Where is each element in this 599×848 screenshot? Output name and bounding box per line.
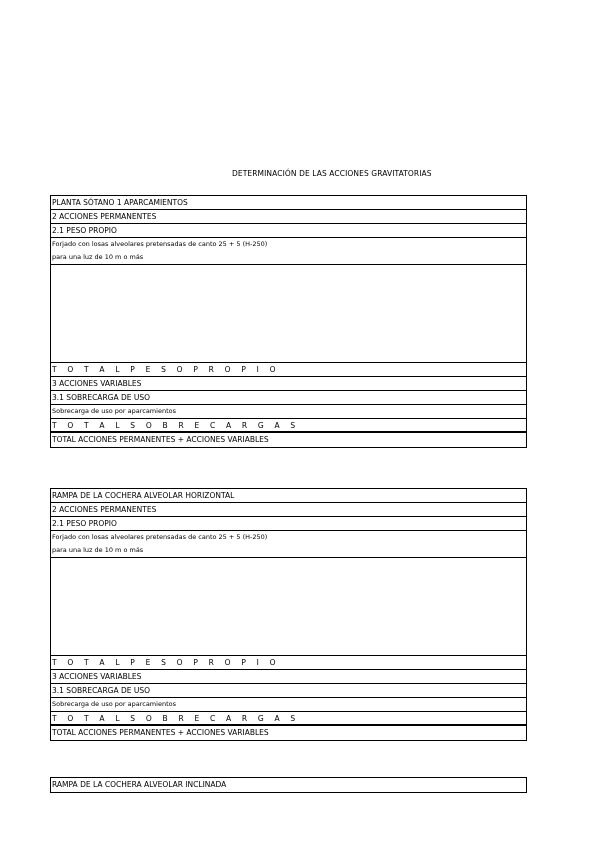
section-planta-sotano xyxy=(50,195,527,448)
forjado-description-line1: Forjado con losas alveolares pretensadas de canto 25 + 5 (H-250) xyxy=(52,533,268,541)
section-header: RAMPA DE LA COCHERA ALVEOLAR HORIZONTAL xyxy=(51,489,526,503)
total-peso-propio: T O T A L P E S O P R O P I O xyxy=(51,656,526,670)
total-acciones: TOTAL ACCIONES PERMANENTES + ACCIONES VARIABLES xyxy=(52,728,269,737)
acciones-permanentes-heading: 2 ACCIONES PERMANENTES xyxy=(51,503,526,517)
section-header: RAMPA DE LA COCHERA ALVEOLAR INCLINADA xyxy=(52,780,227,789)
peso-propio-heading: 2.1 PESO PROPIO xyxy=(51,224,526,238)
acciones-variables-heading: 3 ACCIONES VARIABLES xyxy=(51,377,526,391)
sobrecarga-aparcamientos: Sobrecarga de uso por aparcamientos xyxy=(51,698,526,712)
forjado-description-line2: para una luz de 10 m o más xyxy=(51,251,526,265)
section-rampa-inclinada xyxy=(50,777,527,793)
sobrecarga-aparcamientos: Sobrecarga de uso por aparcamientos xyxy=(51,405,526,419)
sobrecarga-uso-heading: 3.1 SOBRECARGA DE USO xyxy=(51,684,526,698)
empty-area xyxy=(51,558,526,656)
total-acciones: TOTAL ACCIONES PERMANENTES + ACCIONES VARIABLES xyxy=(52,435,269,444)
section-header: PLANTA SÓTANO 1 APARCAMIENTOS xyxy=(51,196,526,210)
acciones-variables-heading: 3 ACCIONES VARIABLES xyxy=(51,670,526,684)
acciones-permanentes-heading: 2 ACCIONES PERMANENTES xyxy=(51,210,526,224)
section-rampa-horizontal xyxy=(50,488,527,741)
document-title: DETERMINACIÓN DE LAS ACCIONES GRAVITATORIAS xyxy=(232,169,432,178)
total-peso-propio: T O T A L P E S O P R O P I O xyxy=(51,363,526,377)
sobrecarga-uso-heading: 3.1 SOBRECARGA DE USO xyxy=(51,391,526,405)
forjado-description-line2: para una luz de 10 m o más xyxy=(51,544,526,558)
total-sobrecargas: T O T A L S O B R E C A R G A S xyxy=(51,712,526,726)
empty-area xyxy=(51,265,526,363)
peso-propio-heading: 2.1 PESO PROPIO xyxy=(51,517,526,531)
total-sobrecargas: T O T A L S O B R E C A R G A S xyxy=(51,419,526,433)
forjado-description-line1: Forjado con losas alveolares pretensadas de canto 25 + 5 (H-250) xyxy=(52,240,268,248)
